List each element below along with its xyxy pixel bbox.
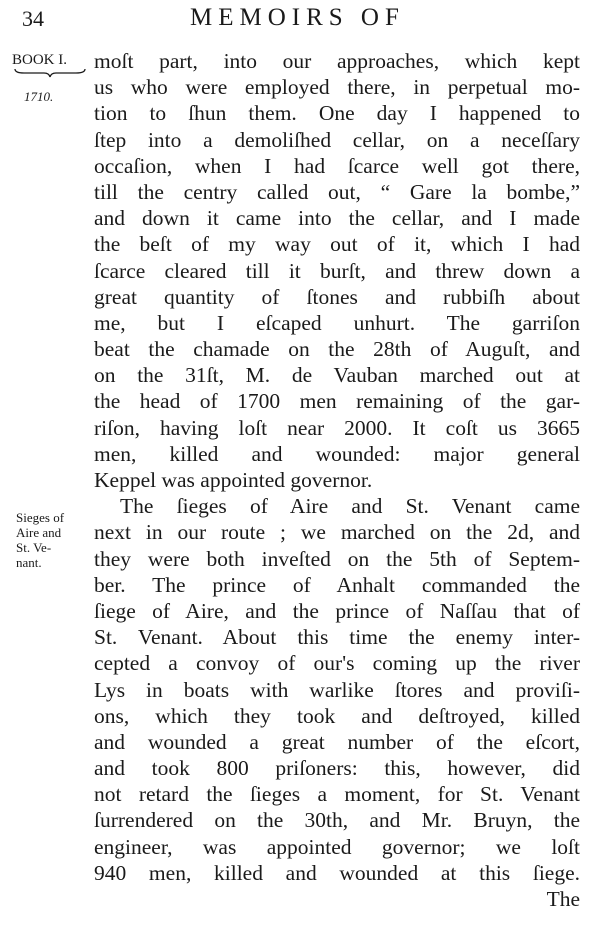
text-line: 940 men, killed and wounded at this ſiege. xyxy=(94,860,580,885)
text-line: Lys in boats with warlike ſtores and proviſi- xyxy=(94,677,580,702)
text-line: till the centry called out, “ Gare la bombe,” xyxy=(94,179,580,204)
text-line: cepted a convoy of our's coming up the river xyxy=(94,651,580,676)
text-line: Keppel was appointed governor. xyxy=(94,468,373,492)
margin-book-label: BOOK I. xyxy=(12,52,67,68)
brace-icon xyxy=(14,68,86,78)
text-line: ber. The prince of Anhalt commanded the xyxy=(94,572,580,597)
text-line: next in our route ; we marched on the 2d, and xyxy=(94,520,580,545)
text-line: they were both inveſted on the 5th of Septem- xyxy=(94,546,580,571)
text-line: on the 31ſt, M. de Vauban marched out at xyxy=(94,363,580,388)
text-line: The ſieges of Aire and St. Venant came xyxy=(120,494,580,519)
margin-note-line: Aire and xyxy=(16,525,62,540)
text-line: and wounded a great number of the eſcort, xyxy=(94,729,580,754)
text-line: and down it came into the cellar, and I made xyxy=(94,206,580,231)
text-line: ſurrendered on the 30th, and Mr. Bruyn, the xyxy=(94,808,580,833)
text-line: ſcarce cleared till it burſt, and threw down a xyxy=(94,258,580,283)
text-line: great quantity of ſtones and rubbiſh about xyxy=(94,284,580,309)
text-line: men, killed and wounded: major general xyxy=(94,441,580,466)
margin-year: 1710. xyxy=(24,89,54,104)
text-line: tion to ſhun them. One day I happened to xyxy=(94,101,580,126)
text-line: moſt part, into our approaches, which kept xyxy=(94,49,580,73)
text-line: us who were employed there, in perpetual mo- xyxy=(94,75,580,100)
catchword: The xyxy=(546,887,580,911)
margin-note-line: St. Ve- xyxy=(16,540,52,555)
text-line: riſon, having loſt near 2000. It coſt us 3665 xyxy=(94,415,580,440)
running-head: MEMOIRS OF xyxy=(190,4,405,31)
text-line: the beſt of my way out of it, which I had xyxy=(94,232,580,257)
text-line: not retard the ſieges a moment, for St. Venant xyxy=(94,782,580,807)
text-line: beat the chamade on the 28th of Auguſt, and xyxy=(94,337,580,362)
text-line: engineer, was appointed governor; we loſt xyxy=(94,834,580,859)
text-line: ſtep into a demoliſhed cellar, on a neceſſary xyxy=(94,127,580,152)
page-number: 34 xyxy=(22,6,44,31)
text-line: ſiege of Aire, and the prince of Naſſau that of xyxy=(94,598,580,623)
text-line: St. Venant. About this time the enemy inter- xyxy=(94,625,580,650)
text-line: and took 800 priſoners: this, however, did xyxy=(94,756,580,781)
margin-note-line: Sieges of xyxy=(16,510,65,525)
margin-note-line: nant. xyxy=(16,555,42,570)
text-line: occaſion, when I had ſcarce well got there, xyxy=(94,153,580,178)
text-line: the head of 1700 men remaining of the gar- xyxy=(94,389,580,414)
text-line: me, but I eſcaped unhurt. The garriſon xyxy=(94,310,580,335)
body-text xyxy=(94,48,580,912)
margin-note-sieges xyxy=(16,510,88,570)
text-line: ons, which they took and deſtroyed, killed xyxy=(94,703,580,728)
